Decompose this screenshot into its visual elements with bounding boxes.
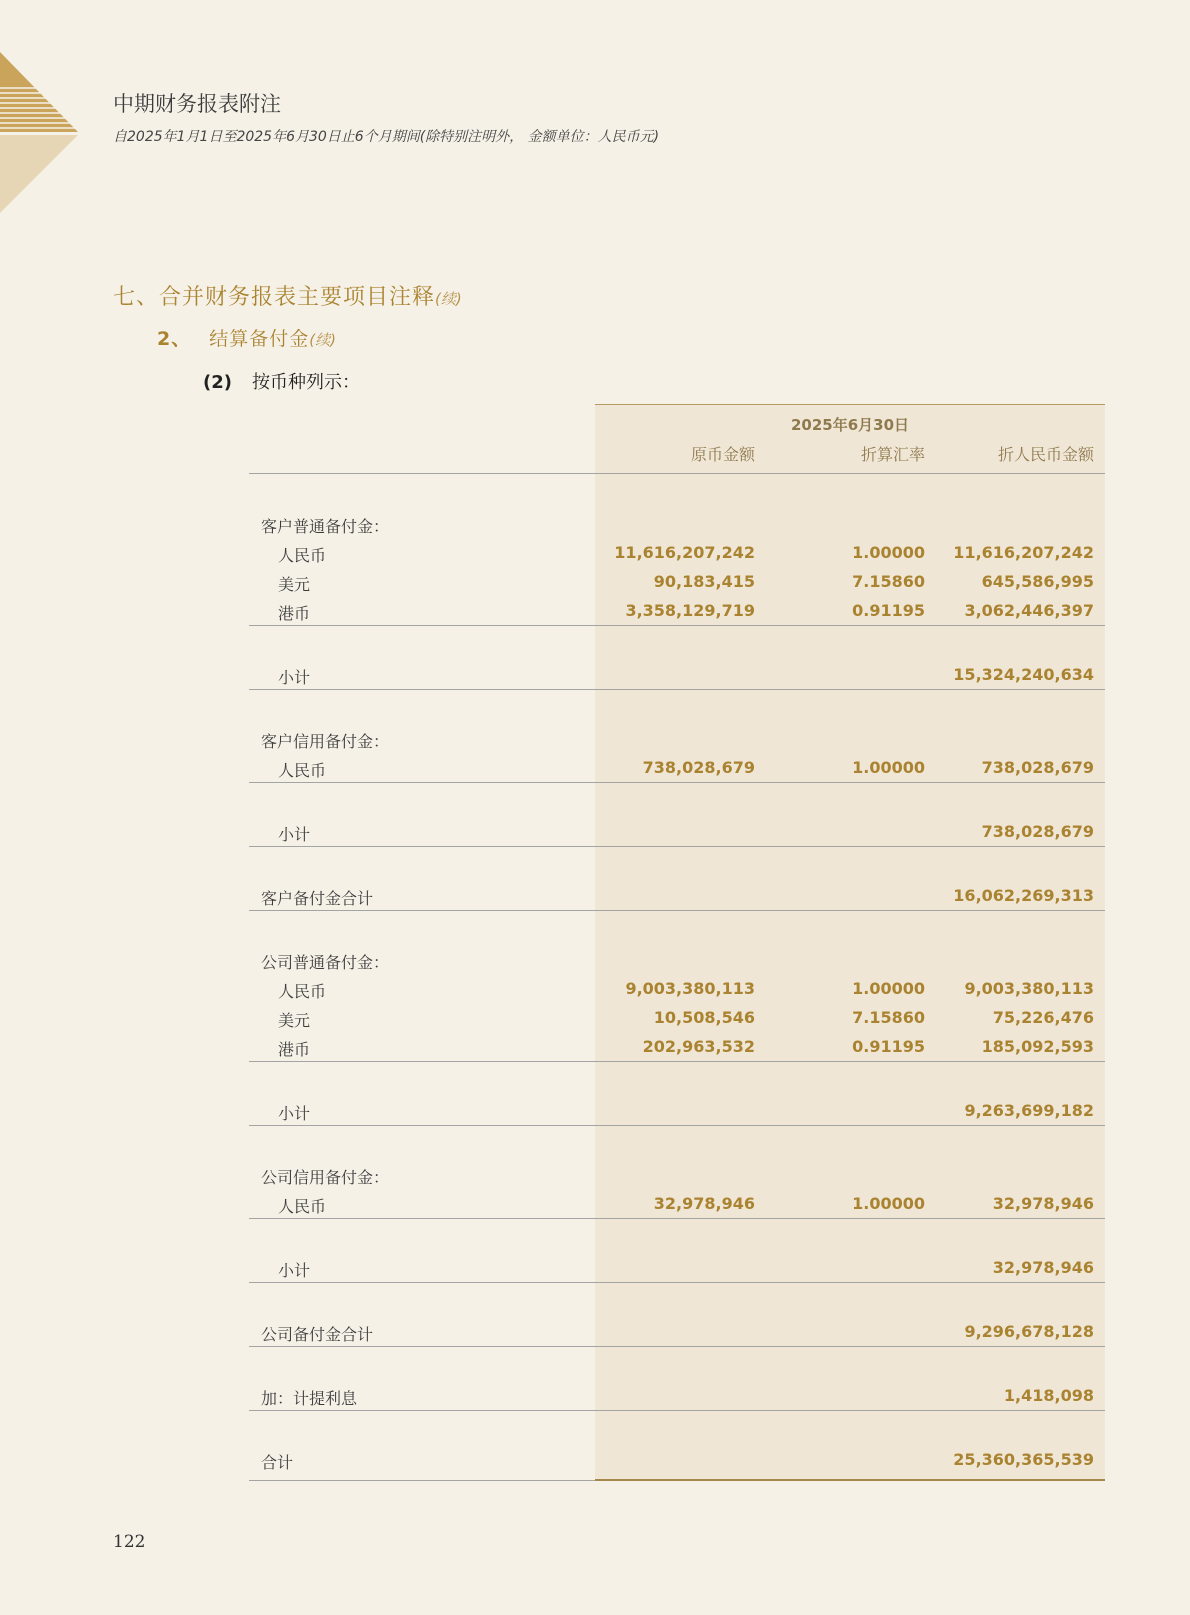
cell-rmb-amount: 645,586,995 <box>981 572 1094 591</box>
cell-exchange-rate: 1.00000 <box>852 543 925 562</box>
row-label: 加：计提利息 <box>261 1389 358 1408</box>
row-label: 人民币 <box>278 546 327 565</box>
table-row <box>249 539 1105 567</box>
row-separator <box>249 910 1105 911</box>
table-row <box>249 754 1105 782</box>
item-title <box>203 368 360 394</box>
table-header-rule <box>249 473 1105 474</box>
row-label: 小计 <box>278 1261 311 1280</box>
cell-rmb-amount: 32,978,946 <box>992 1258 1094 1277</box>
cell-rmb-amount: 9,296,678,128 <box>964 1322 1094 1341</box>
cell-original-amount: 90,183,415 <box>653 572 755 591</box>
row-separator <box>249 689 1105 690</box>
cell-rmb-amount: 32,978,946 <box>992 1194 1094 1213</box>
cell-exchange-rate: 1.00000 <box>852 979 925 998</box>
section-title <box>113 280 462 311</box>
table-row <box>249 597 1105 625</box>
cell-rmb-amount: 9,003,380,113 <box>964 979 1094 998</box>
cell-exchange-rate: 1.00000 <box>852 758 925 777</box>
cell-original-amount: 11,616,207,242 <box>614 543 755 562</box>
cell-rmb-amount: 75,226,476 <box>992 1008 1094 1027</box>
cell-exchange-rate: 7.15860 <box>852 1008 925 1027</box>
row-separator <box>249 1346 1105 1347</box>
row-separator <box>249 846 1105 847</box>
table-bottom-rule-left <box>249 1480 595 1481</box>
cell-exchange-rate: 7.15860 <box>852 572 925 591</box>
col-header-rmb: 折人民币金额 <box>997 445 1094 464</box>
cell-rmb-amount: 3,062,446,397 <box>964 601 1094 620</box>
row-separator <box>249 1410 1105 1411</box>
corner-decoration <box>0 0 90 215</box>
cell-rmb-amount: 15,324,240,634 <box>953 665 1094 684</box>
subsection-number: 2、 <box>157 328 192 350</box>
row-label: 小计 <box>278 1104 311 1123</box>
row-label: 人民币 <box>278 761 327 780</box>
table-row <box>249 975 1105 1003</box>
row-label: 客户普通备付金： <box>261 517 390 536</box>
col-header-rate: 折算汇率 <box>860 445 925 464</box>
subsection-title-text: 结算备付金 <box>209 328 310 350</box>
table-row <box>249 946 1105 974</box>
table-row <box>249 818 1105 846</box>
table-row <box>249 1318 1105 1346</box>
cell-rmb-amount: 11,616,207,242 <box>953 543 1094 562</box>
table-row <box>249 1254 1105 1282</box>
table-bottom-rule <box>595 1479 1105 1481</box>
row-label: 人民币 <box>278 1197 327 1216</box>
table-top-rule <box>595 404 1105 405</box>
row-label: 小计 <box>278 825 311 844</box>
cell-original-amount: 10,508,546 <box>653 1008 755 1027</box>
table-row <box>249 1004 1105 1032</box>
report-title: 中期财务报表附注 <box>113 92 281 116</box>
row-label: 公司信用备付金： <box>261 1168 390 1187</box>
cell-original-amount: 9,003,380,113 <box>625 979 755 998</box>
row-label: 美元 <box>278 1011 311 1030</box>
row-label: 客户备付金合计 <box>261 889 374 908</box>
cell-rmb-amount: 25,360,365,539 <box>953 1450 1094 1469</box>
cell-rmb-amount: 738,028,679 <box>981 758 1094 777</box>
table-row <box>249 568 1105 596</box>
table-row <box>249 1097 1105 1125</box>
col-header-original: 原币金额 <box>690 445 755 464</box>
cell-rmb-amount: 1,418,098 <box>1003 1386 1094 1405</box>
section-cont: (续) <box>435 290 462 308</box>
page-number: 122 <box>113 1532 146 1552</box>
row-label: 公司备付金合计 <box>261 1325 374 1344</box>
subsection-cont: (续) <box>309 331 336 349</box>
row-label: 港币 <box>278 1040 311 1059</box>
subsection-title <box>157 324 336 351</box>
row-label: 小计 <box>278 668 311 687</box>
table-row <box>249 1161 1105 1189</box>
cell-original-amount: 738,028,679 <box>642 758 755 777</box>
cell-exchange-rate: 0.91195 <box>852 1037 925 1056</box>
row-label: 公司普通备付金： <box>261 953 390 972</box>
table-row <box>249 1382 1105 1410</box>
cell-original-amount: 32,978,946 <box>653 1194 755 1213</box>
table-date-header: 2025年6月30日 <box>790 416 910 434</box>
report-subtitle: 自2025年1月1日至2025年6月30日止6个月期间(除特别注明外， 金额单位：人民币元) <box>113 129 660 145</box>
cell-rmb-amount: 16,062,269,313 <box>953 886 1094 905</box>
table-row <box>249 1446 1105 1474</box>
cell-exchange-rate: 0.91195 <box>852 601 925 620</box>
row-label: 美元 <box>278 575 311 594</box>
table-row <box>249 725 1105 753</box>
table-row <box>249 510 1105 538</box>
row-label: 人民币 <box>278 982 327 1001</box>
row-separator <box>249 625 1105 626</box>
cell-rmb-amount: 185,092,593 <box>981 1037 1094 1056</box>
table-row <box>249 1190 1105 1218</box>
cell-rmb-amount: 9,263,699,182 <box>964 1101 1094 1120</box>
item-title-text: 按币种列示： <box>251 372 360 393</box>
cell-rmb-amount: 738,028,679 <box>981 822 1094 841</box>
currency-table <box>249 404 1105 1481</box>
row-separator <box>249 782 1105 783</box>
table-row <box>249 882 1105 910</box>
cell-original-amount: 202,963,532 <box>642 1037 755 1056</box>
item-number: (2) <box>203 372 232 393</box>
section-title-text: 七、合并财务报表主要项目注释 <box>113 285 436 310</box>
cell-original-amount: 3,358,129,719 <box>625 601 755 620</box>
row-separator <box>249 1061 1105 1062</box>
table-row <box>249 661 1105 689</box>
cell-exchange-rate: 1.00000 <box>852 1194 925 1213</box>
table-row <box>249 1033 1105 1061</box>
row-separator <box>249 1125 1105 1126</box>
row-label: 合计 <box>261 1453 294 1472</box>
row-label: 港币 <box>278 604 311 623</box>
row-label: 客户信用备付金： <box>261 732 390 751</box>
row-separator <box>249 1218 1105 1219</box>
row-separator <box>249 1282 1105 1283</box>
